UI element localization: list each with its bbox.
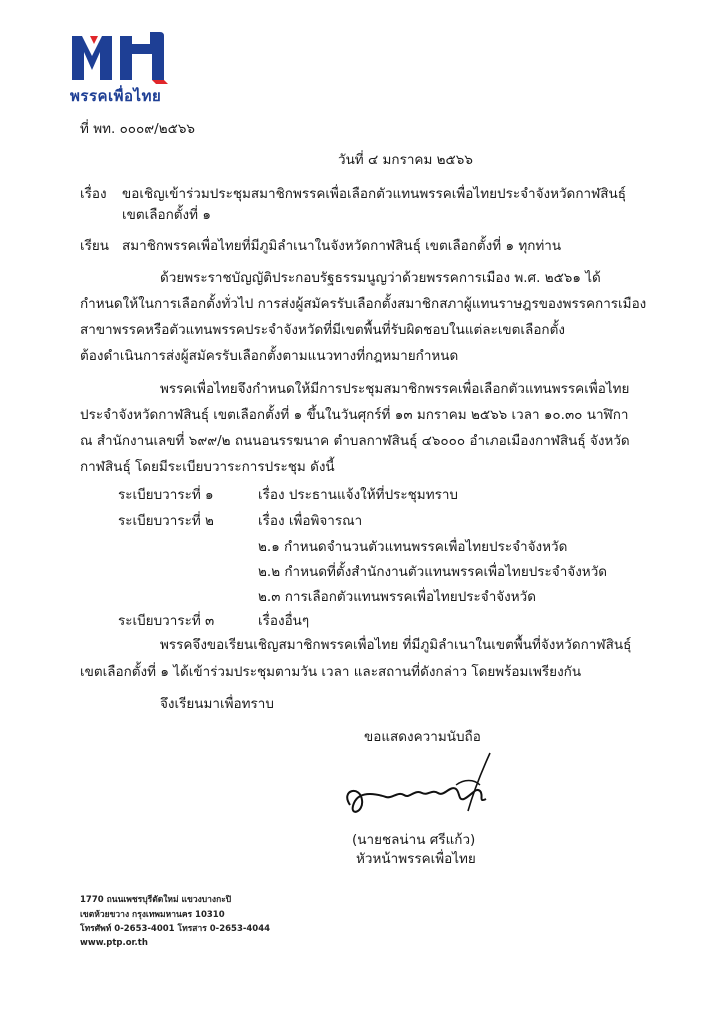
signature bbox=[340, 745, 500, 825]
paragraph-1-line-2: กำหนดให้ในการเลือกตั้งทั่วไป การส่งผู้สมัครรับเลือกตั้งสมาชิกสภาผู้แทนราษฎรของพรรคการเมือง bbox=[80, 296, 647, 312]
recipient-text: สมาชิกพรรคเพื่อไทยที่มีภูมิลำเนาในจังหวัดกาฬสินธุ์ เขตเลือกตั้งที่ ๑ ทุกท่าน bbox=[122, 238, 562, 254]
paragraph-1-line-3: สาขาพรรคหรือตัวแทนพรรคประจำจังหวัดที่มีเขตพื้นที่รับผิดชอบในแต่ละเขตเลือกตั้ง bbox=[80, 322, 565, 338]
closing-paragraph-line-2: เขตเลือกตั้งที่ ๑ ได้เข้าร่วมประชุมตามวัน เวลา และสถานที่ดังกล่าว โดยพร้อมเพรียงกัน bbox=[80, 664, 582, 680]
agenda-item-2-topic: เรื่อง เพื่อพิจารณา bbox=[258, 513, 363, 529]
document-date: วันที่ ๔ มกราคม ๒๕๖๖ bbox=[338, 152, 473, 168]
paragraph-1-line-4: ต้องดำเนินการส่งผู้สมัครรับเลือกตั้งตามแนวทางที่กฎหมายกำหนด bbox=[80, 348, 459, 364]
subject-label: เรื่อง bbox=[80, 186, 107, 202]
agenda-item-1-label: ระเบียบวาระที่ ๑ bbox=[118, 487, 214, 503]
valediction: ขอแสดงความนับถือ bbox=[364, 729, 481, 745]
agenda-sub-item-2-1: ๒.๑ กำหนดจำนวนตัวแทนพรรคเพื่อไทยประจำจังหวัด bbox=[258, 539, 568, 555]
paragraph-1-line-1: ด้วยพระราชบัญญัติประกอบรัฐธรรมนูญว่าด้วยพรรคการเมือง พ.ศ. ๒๕๖๑ ได้ bbox=[160, 270, 601, 286]
agenda-sub-item-2-3: ๒.๓ การเลือกตัวแทนพรรคเพื่อไทยประจำจังหวัด bbox=[258, 589, 537, 605]
subject-line-1: ขอเชิญเข้าร่วมประชุมสมาชิกพรรคเพื่อเลือกตัวแทนพรรคเพื่อไทยประจำจังหวัดกาฬสินธุ์ bbox=[122, 186, 627, 202]
footer-website: www.ptp.or.th bbox=[80, 938, 148, 948]
subject-line-2: เขตเลือกตั้งที่ ๑ bbox=[122, 207, 211, 223]
paragraph-2-line-1: พรรคเพื่อไทยจึงกำหนดให้มีการประชุมสมาชิกพรรคเพื่อเลือกตัวแทนพรรคเพื่อไทย bbox=[160, 381, 630, 397]
signatory-title: หัวหน้าพรรคเพื่อไทย bbox=[356, 851, 476, 867]
footer-phone: โทรศัพท์ 0-2653-4001 โทรสาร 0-2653-4044 bbox=[80, 924, 271, 934]
logo-text: พรรคเพื่อไทย bbox=[70, 87, 162, 105]
agenda-item-1-topic: เรื่อง ประธานแจ้งให้ที่ประชุมทราบ bbox=[258, 487, 459, 503]
recipient-label: เรียน bbox=[80, 238, 110, 254]
agenda-item-3-label: ระเบียบวาระที่ ๓ bbox=[118, 613, 215, 629]
paragraph-2-line-4: กาฬสินธุ์ โดยมีระเบียบวาระการประชุม ดังนี้ bbox=[80, 459, 335, 475]
party-logo-mark bbox=[68, 30, 178, 84]
paragraph-2-line-2: ประจำจังหวัดกาฬสินธุ์ เขตเลือกตั้งที่ ๑ ขึ้นในวันศุกร์ที่ ๑๓ มกราคม ๒๕๖๖ เวลา ๑๐.๓๐ นาฬิกา bbox=[80, 407, 629, 423]
party-logo bbox=[68, 30, 178, 104]
paragraph-2-line-3: ณ สำนักงานเลขที่ ๖๙๙/๒ ถนนอนรรฆนาค ตำบลกาฬสินธุ์ ๔๖๐๐๐ อำเภอเมืองกาฬสินธุ์ จังหวัด bbox=[80, 433, 630, 449]
document-number: ที่ พท. ๐๐๐๙/๒๕๖๖ bbox=[80, 121, 195, 137]
footer-address-line-1: 1770 ถนนเพชรบุรีตัดใหม่ แขวงบางกะปิ bbox=[80, 895, 232, 905]
signature-scribble bbox=[340, 745, 500, 825]
closing-paragraph-line-1: พรรคจึงขอเรียนเชิญสมาชิกพรรคเพื่อไทย ที่มีภูมิลำเนาในเขตพื้นที่จังหวัดกาฬสินธุ์ bbox=[160, 637, 632, 653]
closing-line: จึงเรียนมาเพื่อทราบ bbox=[160, 696, 274, 712]
agenda-item-2-label: ระเบียบวาระที่ ๒ bbox=[118, 513, 214, 529]
agenda-sub-item-2-2: ๒.๒ กำหนดที่ตั้งสำนักงานตัวแทนพรรคเพื่อไทยประจำจังหวัด bbox=[258, 564, 608, 580]
footer-address-line-2: เขตห้วยขวาง กรุงเทพมหานคร 10310 bbox=[80, 910, 225, 920]
signatory-name: (นายชลน่าน ศรีแก้ว) bbox=[352, 832, 476, 848]
agenda-item-3-topic: เรื่องอื่นๆ bbox=[258, 613, 310, 629]
